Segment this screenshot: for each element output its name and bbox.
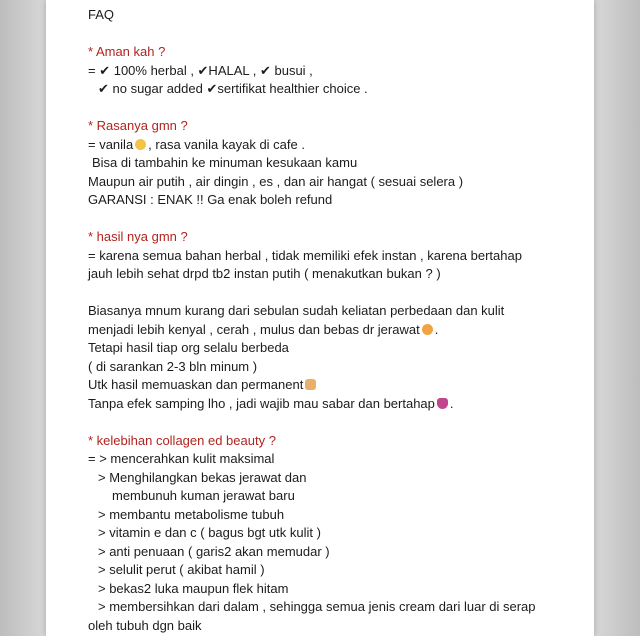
faq-answer-line: Tetapi hasil tiap org selalu berbeda — [88, 340, 289, 355]
faq-answer-text: Utk hasil memuaskan dan permanent — [88, 377, 304, 392]
faq-answer-text: . — [449, 395, 454, 411]
faq-question-benefits: * kelebihan collagen ed beauty ? — [88, 432, 276, 448]
faq-answer-text: = vanila — [88, 136, 134, 152]
faq-answer-line: = > mencerahkan kulit maksimal — [88, 451, 275, 466]
faq-answer-line: Bisa di tambahin ke minuman kesukaan kamu — [92, 155, 358, 170]
faq-answer-line — [88, 376, 588, 395]
faq-answer-line: oleh tubuh dgn baik — [88, 617, 202, 633]
faq-answer-line: > bekas2 luka maupun flek hitam — [98, 580, 289, 596]
smiley-emoji-icon — [135, 139, 146, 150]
faq-answer-line: GARANSI : ENAK !! Ga enak boleh refund — [88, 192, 333, 207]
faq-question-results: * hasil nya gmn ? — [88, 229, 188, 244]
right-margin-shade — [594, 0, 640, 636]
faq-answer-line — [88, 136, 588, 155]
faq-answer-text: menjadi lebih kenyal , cerah , mulus dan bebas dr jerawat — [88, 321, 420, 337]
faq-answer-line: ( di sarankan 2-3 bln minum ) — [88, 358, 258, 374]
faq-answer-text: , rasa vanila kayak di cafe . — [148, 136, 305, 152]
faq-answer-line: > membantu metabolisme tubuh — [98, 506, 285, 522]
faq-question-safety: * Aman kah ? — [88, 44, 166, 59]
faq-question-taste: * Rasanya gmn ? — [88, 118, 188, 133]
faq-answer-line: = ✔ 100% herbal , ✔HALAL , ✔ busui , — [88, 62, 313, 78]
heart-emoji-icon — [437, 398, 448, 409]
faq-answer-line: Maupun air putih , air dingin , es , dan air hangat ( sesuai selera ) — [88, 173, 464, 189]
faq-answer-text: . — [434, 321, 439, 337]
faq-answer-line: jauh lebih sehat drpd tb2 instan putih ( menakutkan bukan ? ) — [88, 266, 441, 281]
faq-answer-text: Tanpa efek samping lho , jadi wajib mau sabar dan bertahap — [88, 395, 435, 411]
clap-emoji-icon — [305, 379, 316, 390]
faq-answer-line: membunuh kuman jerawat baru — [112, 488, 295, 503]
faq-answer-line: > selulit perut ( akibat hamil ) — [98, 562, 265, 577]
faq-answer-line — [88, 321, 588, 340]
doc-title: FAQ — [88, 7, 115, 22]
faq-answer-line — [88, 395, 588, 414]
faq-answer-line: > anti penuaan ( garis2 akan memudar ) — [98, 543, 330, 559]
faq-content — [88, 6, 588, 635]
faq-answer-line: > membersihkan dari dalam , sehingga semua jenis cream dari luar di serap — [98, 599, 536, 614]
document-page — [46, 0, 594, 636]
left-margin-shade — [0, 0, 46, 636]
faq-answer-line: > vitamin e dan c ( bagus bgt utk kulit ) — [98, 525, 321, 540]
faq-answer-line: > Menghilangkan bekas jerawat dan — [98, 469, 307, 485]
blush-emoji-icon — [422, 324, 433, 335]
faq-answer-line: = karena semua bahan herbal , tidak memiliki efek instan , karena bertahap — [88, 247, 522, 263]
faq-answer-line: Biasanya mnum kurang dari sebulan sudah keliatan perbedaan dan kulit — [88, 303, 505, 318]
faq-answer-line: ✔ no sugar added ✔sertifikat healthier choice . — [98, 81, 368, 96]
